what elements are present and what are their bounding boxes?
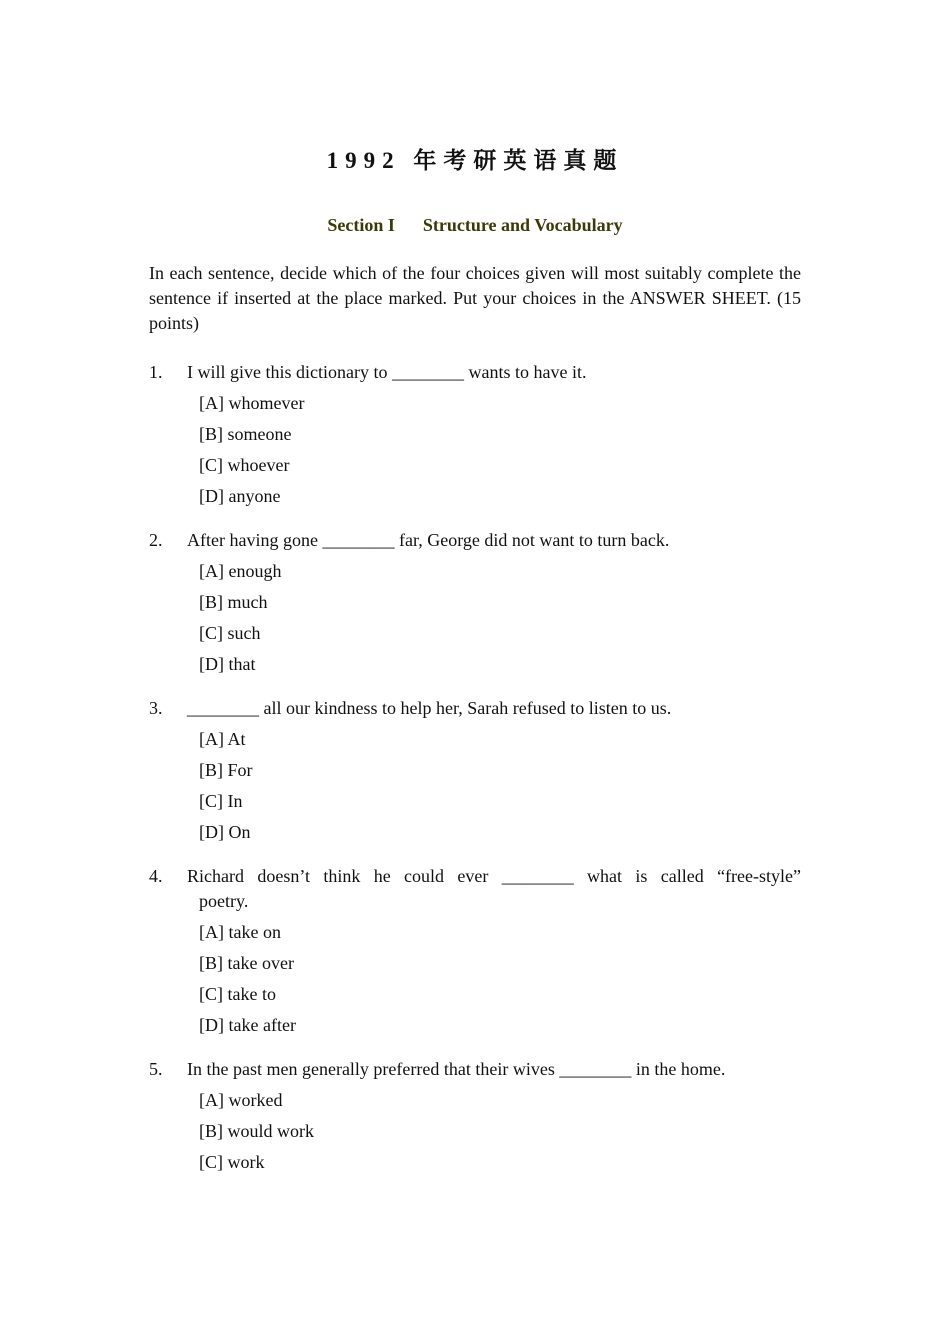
option-list xyxy=(149,920,801,1038)
section-name: Structure and Vocabulary xyxy=(422,215,623,235)
question-list xyxy=(149,360,801,1194)
option-d: [D] On xyxy=(199,822,251,842)
question-1 xyxy=(149,360,801,509)
question-text: I will give this dictionary to ________ wants to have it. xyxy=(187,362,587,382)
question-stem xyxy=(149,360,801,385)
option-c: [C] take to xyxy=(199,984,276,1004)
question-text-line-2: poetry. xyxy=(199,891,249,911)
option-a: [A] whomever xyxy=(199,393,305,413)
question-text: ________ all our kindness to help her, Sarah refused to listen to us. xyxy=(187,698,672,718)
option-list xyxy=(149,391,801,509)
option-c: [C] such xyxy=(199,623,261,643)
question-number: 4. xyxy=(149,866,163,886)
option-c: [C] whoever xyxy=(199,455,290,475)
option-list xyxy=(149,559,801,677)
section-heading xyxy=(149,213,801,237)
question-text: In the past men generally preferred that their wives ________ in the home. xyxy=(187,1059,726,1079)
question-text: After having gone ________ far, George did not want to turn back. xyxy=(187,530,670,550)
question-stem xyxy=(149,1057,801,1082)
option-c: [C] work xyxy=(199,1152,265,1172)
question-stem xyxy=(149,696,801,721)
option-b: [B] For xyxy=(199,760,253,780)
question-number: 2. xyxy=(149,530,163,550)
option-d: [D] anyone xyxy=(199,486,281,506)
option-d: [D] that xyxy=(199,654,256,674)
option-a: [A] At xyxy=(199,729,246,749)
option-a: [A] enough xyxy=(199,561,282,581)
question-stem xyxy=(149,528,801,553)
option-d: [D] take after xyxy=(199,1015,296,1035)
question-2 xyxy=(149,528,801,677)
question-number: 3. xyxy=(149,698,163,718)
option-b: [B] much xyxy=(199,592,268,612)
option-a: [A] take on xyxy=(199,922,281,942)
option-list xyxy=(149,1088,801,1175)
question-stem xyxy=(149,864,801,914)
question-3 xyxy=(149,696,801,845)
instructions-paragraph: In each sentence, decide which of the four choices given will most suitably complete the sentence if inserted at the place marked. Put your choices in the ANSWER SHEET. (15 points) xyxy=(149,263,801,333)
question-text-line-1: Richard doesn’t think he could ever ________ what is called “free-style” xyxy=(187,866,801,886)
section-label: Section I xyxy=(327,215,395,235)
page-title: 1992 年考研英语真题 xyxy=(326,148,624,173)
question-number: 1. xyxy=(149,362,163,382)
option-b: [B] would work xyxy=(199,1121,314,1141)
option-b: [B] take over xyxy=(199,953,294,973)
question-number: 5. xyxy=(149,1059,163,1079)
option-b: [B] someone xyxy=(199,424,292,444)
question-5 xyxy=(149,1057,801,1175)
option-list xyxy=(149,727,801,845)
question-4 xyxy=(149,864,801,1038)
option-c: [C] In xyxy=(199,791,243,811)
option-a: [A] worked xyxy=(199,1090,283,1110)
